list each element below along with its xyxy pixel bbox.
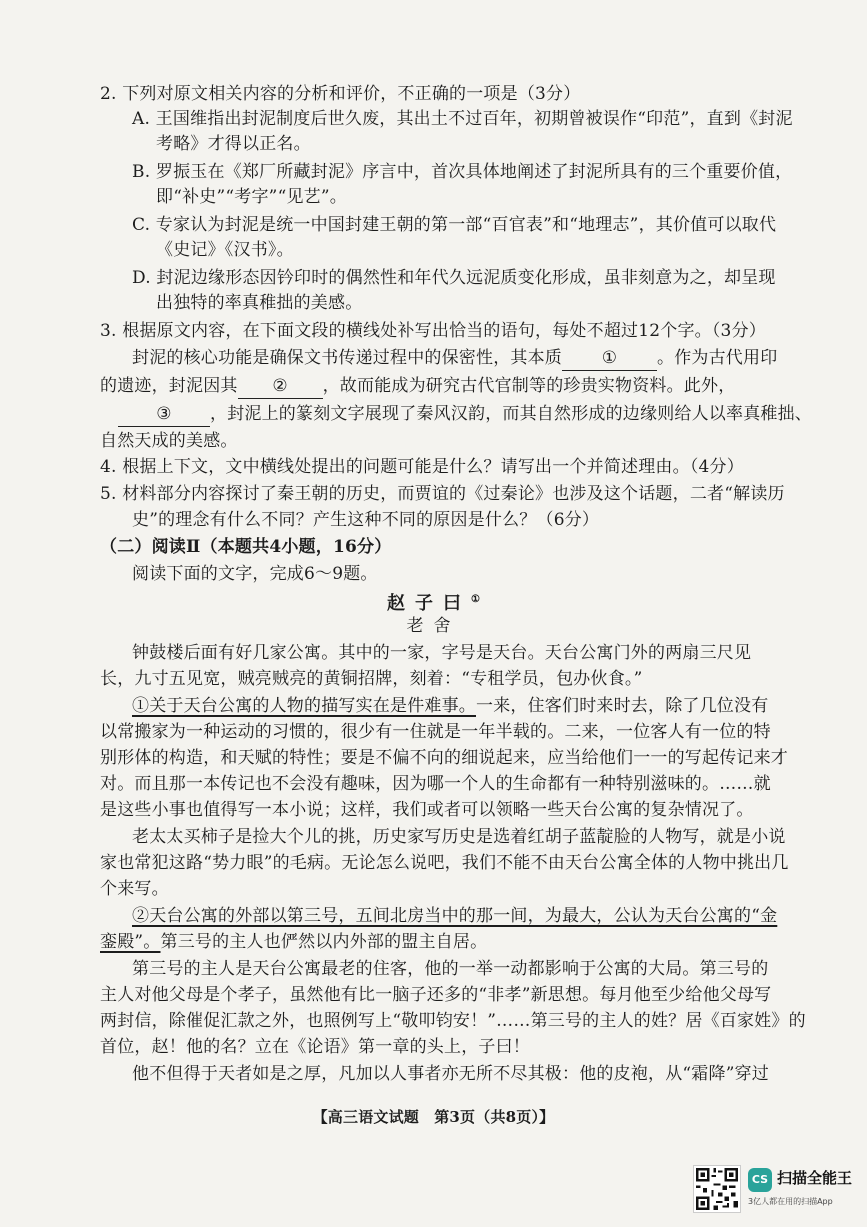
q3-line2-part-b: ，故而能成为研究古代官制等的珍贵实物资料。此外， (322, 376, 736, 396)
passage-p5-line1: 第三号的主人是天台公寓最老的住客，他的一举一动都影响于公寓的大局。第三号的 (132, 959, 769, 979)
question-3-text-line1 (132, 346, 777, 371)
passage-p4-line2-rest: 第三号的主人也俨然以内外部的盟主自居。 (160, 932, 488, 952)
passage-p5-line4: 首位，赵！他的名？立在《论语》第一章的头上，子曰！ (100, 1037, 530, 1057)
option-c-line2: 《史记》《汉书》。 (156, 240, 294, 260)
passage-p2-line2: 以常搬家为一种运动的习惯的，很少有一住就是一年半载的。二来，一位客人有一位的特 (100, 722, 771, 742)
underlined-sentence-2-part1: ②天台公寓的外部以第三号，五间北房当中的那一间，为最大，公认为天台公寓的“金 (132, 906, 778, 926)
section-instruction: 阅读下面的文字，完成6～9题。 (132, 564, 378, 584)
passage-title (0, 588, 867, 616)
option-d-line1: D. 封泥边缘形态因钤印时的偶然性和年代久远泥质变化形成，虽非刻意为之，却呈现 (132, 268, 776, 288)
passage-p3-line1: 老太太买柿子是捡大个儿的挑，历史家写历史是选着红胡子蓝靛脸的人物写，就是小说 (132, 827, 786, 847)
title-footnote-marker: ① (471, 594, 480, 605)
q3-line3-part-b: ，封泥上的篆刻文字展现了秦风汉韵，而其自然形成的边缘则给人以率真稚拙、 (210, 404, 812, 424)
question-5-stem-line2: 史”的理念有什么不同？产生这种不同的原因是什么？（6分） (132, 510, 600, 530)
option-c-line1: C. 专家认为封泥是统一中国封建王朝的第一部“百官表”和“地理志”，其价值可以取代 (132, 215, 777, 235)
option-b-line1: B. 罗振玉在《郑厂所藏封泥》序言中，首次具体地阐述了封泥所具有的三个重要价值， (132, 162, 793, 182)
passage-p3-line2: 家也常犯这路“势力眼”的毛病。无论怎么说吧，我们不能不由天台公寓全体的人物中挑出几 (100, 853, 789, 873)
camscanner-logo-icon: CS (748, 1168, 772, 1192)
passage-p2-line3: 别形体的构造，和天赋的特性；要是不偏不向的细说起来，应当给他们一一的写起传记来才 (100, 748, 788, 768)
option-a-line1: A. 王国维指出封泥制度后世久废，其出土不过百年，初期曾被误作“印范”，直到《封泥 (132, 109, 793, 129)
q3-line1-part-b: 。作为古代用印 (657, 348, 778, 368)
passage-title-text: 赵子曰 (387, 593, 472, 614)
qr-code-icon (693, 1165, 741, 1213)
passage-p5-line2: 主人对他父母是个孝子，虽然他有比一脑子还多的“非孝”新思想。每月他至少给他父母写 (100, 985, 772, 1005)
passage-p1-line1: 钟鼓楼后面有好几家公寓。其中的一家，字号是天台。天台公寓门外的两扇三尺见 (132, 643, 752, 663)
passage-p4-line1 (132, 904, 777, 928)
passage-author: 老舍 (406, 616, 461, 636)
option-b-line2: 即“补史”“考字”“见艺”。 (156, 187, 347, 207)
q3-line1-part-a: 封泥的核心功能是确保文书传递过程中的保密性，其本质 (132, 348, 562, 368)
passage-p3-line3: 个来写。 (100, 879, 169, 899)
question-3-text-line3 (100, 402, 812, 427)
question-2-stem: 2. 下列对原文相关内容的分析和评价，不正确的一项是（3分） (100, 84, 581, 104)
fill-blank-3[interactable]: ③ (118, 402, 210, 427)
underlined-sentence-2-part2: 銮殿”。 (100, 932, 161, 952)
question-3-text-line4: 自然天成的美感。 (100, 431, 238, 451)
fill-blank-2[interactable]: ② (238, 374, 323, 399)
option-a-line2: 考略》才得以正名。 (156, 134, 311, 154)
q3-line2-part-a: 的遗迹，封泥因其 (100, 376, 238, 396)
section-heading: （二）阅读Ⅱ（本题共4小题，16分） (100, 537, 392, 557)
scanner-app-name: 扫描全能王 (777, 1169, 853, 1187)
question-4-stem: 4. 根据上下文，文中横线处提出的问题可能是什么？请写出一个并简述理由。（4分） (100, 457, 744, 477)
question-3-text-line2 (100, 374, 735, 399)
passage-p2-line5: 是这些小事也值得写一本小说；这样，我们或者可以领略一些天台公寓的复杂情况了。 (100, 800, 754, 820)
passage-p2-line1-rest: 一来，住客们时来时去，除了几位没有 (476, 696, 769, 716)
page-footer: 【高三语文试题 第3页（共8页）】 (312, 1108, 555, 1126)
passage-p1-line2: 长，九寸五见宽，贼亮贼亮的黄铜招牌，刻着：“专租学员，包办伙食。” (100, 669, 643, 689)
question-3-stem: 3. 根据原文内容，在下面文段的横线处补写出恰当的语句，每处不超过12个字。（3分） (100, 321, 766, 341)
passage-p2-line4: 对。而且那一本传记也不会没有趣味，因为哪一个人的生命都有一种特别滋味的。……就 (100, 774, 771, 794)
fill-blank-1[interactable]: ① (562, 346, 657, 371)
underlined-sentence-1: ①关于天台公寓的人物的描写实在是件难事。 (132, 696, 476, 716)
option-d-line2: 出独特的率真稚拙的美感。 (156, 293, 363, 313)
scanner-app-tagline: 3亿人都在用的扫描App (748, 1197, 833, 1206)
passage-p2-line1 (132, 694, 768, 718)
passage-p5-line3: 两封信，除催促汇款之外，也照例写上“敬叩钧安！”……第三号的主人的姓？居《百家姓》的 (100, 1011, 806, 1031)
question-5-stem-line1: 5. 材料部分内容探讨了秦王朝的历史，而贾谊的《过秦论》也涉及这个话题，二者“解读历 (100, 484, 785, 504)
passage-p6-line1: 他不但得于天者如是之厚，凡加以人事者亦无所不尽其极：他的皮袍，从“霜降”穿过 (132, 1064, 769, 1084)
passage-p4-line2 (100, 930, 487, 954)
